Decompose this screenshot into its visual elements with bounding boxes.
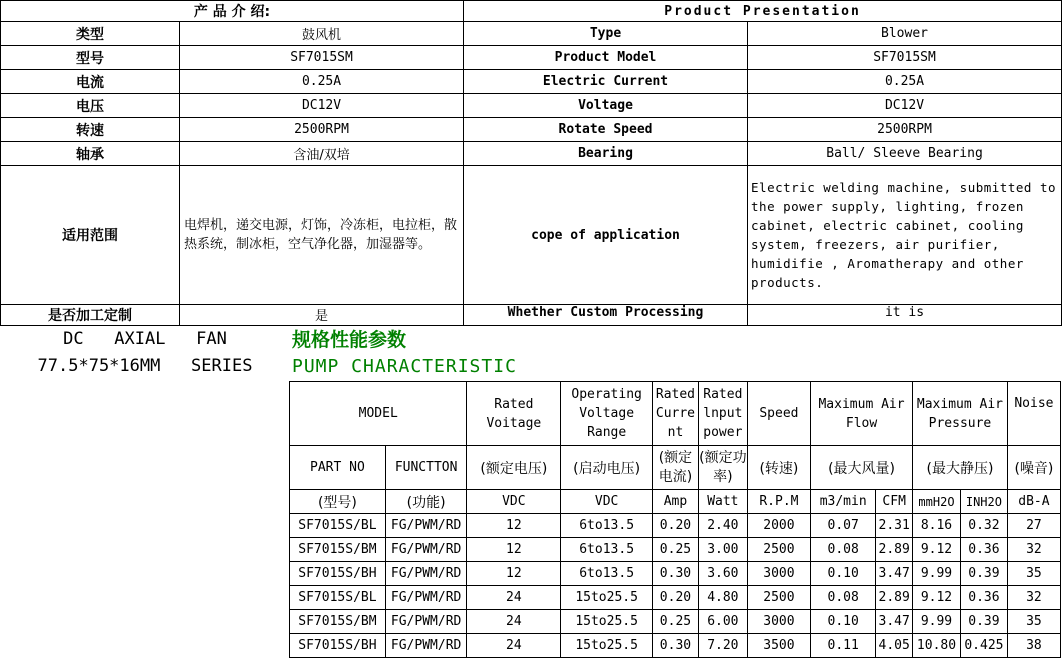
- en-label: Product Model: [464, 46, 748, 70]
- en-value: it is: [748, 305, 1062, 326]
- en-label: Bearing: [464, 142, 748, 166]
- pressure-mm-cell: 9.12: [913, 538, 961, 562]
- function-cell: FG/PWM/RD: [385, 634, 467, 658]
- header-rated-input: Rated lnput power: [698, 382, 747, 446]
- rated-voltage-cell: 24: [467, 634, 561, 658]
- header-cn-operating-range: (启动电压): [561, 446, 653, 490]
- en-label: Rotate Speed: [464, 118, 748, 142]
- header-cn-rated-input: (额定功率): [698, 446, 747, 490]
- header-speed: Speed: [747, 382, 810, 446]
- en-value: 0.25A: [748, 70, 1062, 94]
- rated-input-cell: 6.00: [698, 610, 747, 634]
- pressure-mm-cell: 9.99: [913, 562, 961, 586]
- air-flow-cfm-cell: 2.89: [876, 538, 913, 562]
- rated-input-cell: 2.40: [698, 514, 747, 538]
- noise-cell: 38: [1007, 634, 1060, 658]
- function-cell: FG/PWM/RD: [385, 586, 467, 610]
- spec-row: [290, 586, 1061, 610]
- unit-voltage: VDC: [467, 490, 561, 514]
- noise-cell: 35: [1007, 562, 1060, 586]
- header-cn-noise: (噪音): [1007, 446, 1060, 490]
- header-cn-speed: (转速): [747, 446, 810, 490]
- pressure-mm-cell: 9.12: [913, 586, 961, 610]
- cn-value: 2500RPM: [180, 118, 464, 142]
- unit-speed: R.P.M: [747, 490, 810, 514]
- operating-range-cell: 6to13.5: [561, 514, 653, 538]
- rated-input-cell: 3.00: [698, 538, 747, 562]
- air-flow-m3-cell: 0.11: [811, 634, 876, 658]
- part-no-cell: SF7015S/BL: [290, 586, 386, 610]
- pressure-in-cell: 0.32: [960, 514, 1007, 538]
- pressure-in-cell: 0.39: [960, 562, 1007, 586]
- unit-pressure-mm: mmH2O: [913, 490, 961, 514]
- rated-input-cell: 4.80: [698, 586, 747, 610]
- pump-characteristic-title: PUMP CHARACTERISTIC: [292, 356, 517, 377]
- cn-label: 电压: [1, 94, 180, 118]
- function-cell: FG/PWM/RD: [385, 610, 467, 634]
- header-max-air-flow: Maximum Air Flow: [811, 382, 913, 446]
- en-value: 2500RPM: [748, 118, 1062, 142]
- spec-row: [290, 514, 1061, 538]
- operating-range-cell: 15to25.5: [561, 634, 653, 658]
- cn-value: 电焊机，递交电源，灯饰，冷冻柜，电拉柜，散热系统，制冰柜，空气净化器，加湿器等。: [180, 166, 464, 305]
- cn-label: 电流: [1, 70, 180, 94]
- rated-input-cell: 7.20: [698, 634, 747, 658]
- part-no-cell: SF7015S/BH: [290, 634, 386, 658]
- cn-label: 适用范围: [1, 166, 180, 305]
- cn-label: 型号: [1, 46, 180, 70]
- part-no-cell: SF7015S/BM: [290, 538, 386, 562]
- air-flow-m3-cell: 0.07: [811, 514, 876, 538]
- unit-range: VDC: [561, 490, 653, 514]
- en-label: cope of application: [464, 166, 748, 305]
- rated-current-cell: 0.25: [653, 538, 699, 562]
- pressure-in-cell: 0.36: [960, 538, 1007, 562]
- air-flow-cfm-cell: 3.47: [876, 610, 913, 634]
- air-flow-m3-cell: 0.10: [811, 610, 876, 634]
- air-flow-cfm-cell: 2.31: [876, 514, 913, 538]
- air-flow-cfm-cell: 4.05: [876, 634, 913, 658]
- spec-title: 规格性能参数: [292, 329, 407, 351]
- spec-row: [290, 634, 1061, 658]
- unit-pressure-in: INH2O: [960, 490, 1007, 514]
- spec-row: [290, 538, 1061, 562]
- intro-header-row: [1, 1, 1062, 22]
- spec-table: [289, 381, 1061, 658]
- rated-current-cell: 0.20: [653, 514, 699, 538]
- spec-row: [290, 610, 1061, 634]
- cn-label: 轴承: [1, 142, 180, 166]
- spec-header-en-row: [290, 382, 1061, 446]
- speed-cell: 3000: [747, 610, 810, 634]
- unit-function: (功能): [385, 490, 467, 514]
- cn-value: SF7015SM: [180, 46, 464, 70]
- cn-value: 鼓风机: [180, 22, 464, 46]
- cn-label: 类型: [1, 22, 180, 46]
- intro-row-application: [1, 166, 1062, 305]
- pressure-in-cell: 0.39: [960, 610, 1007, 634]
- en-label: Voltage: [464, 94, 748, 118]
- air-flow-m3-cell: 0.08: [811, 586, 876, 610]
- header-cn-max-air-pressure: (最大静压): [913, 446, 1008, 490]
- rated-current-cell: 0.30: [653, 562, 699, 586]
- pressure-mm-cell: 9.99: [913, 610, 961, 634]
- rated-voltage-cell: 12: [467, 514, 561, 538]
- header-cn-rated-current: (额定电流): [653, 446, 699, 490]
- function-cell: FG/PWM/RD: [385, 562, 467, 586]
- series-line-1: DC AXIAL FAN: [63, 329, 227, 349]
- part-no-cell: SF7015S/BH: [290, 562, 386, 586]
- intro-row: [1, 22, 1062, 46]
- air-flow-m3-cell: 0.10: [811, 562, 876, 586]
- speed-cell: 2500: [747, 538, 810, 562]
- rated-voltage-cell: 24: [467, 610, 561, 634]
- rated-current-cell: 0.20: [653, 586, 699, 610]
- speed-cell: 2000: [747, 514, 810, 538]
- noise-cell: 35: [1007, 610, 1060, 634]
- spec-units-row: [290, 490, 1061, 514]
- rated-voltage-cell: 24: [467, 586, 561, 610]
- en-header: Product Presentation: [464, 1, 1062, 22]
- noise-cell: 27: [1007, 514, 1060, 538]
- speed-cell: 2500: [747, 586, 810, 610]
- header-part-no: PART NO: [290, 446, 386, 490]
- series-line-2: 77.5*75*16MM SERIES: [37, 356, 253, 376]
- rated-current-cell: 0.30: [653, 634, 699, 658]
- part-no-cell: SF7015S/BL: [290, 514, 386, 538]
- header-operating-range: Operating Voltage Range: [561, 382, 653, 446]
- intro-row: [1, 118, 1062, 142]
- en-value: Blower: [748, 22, 1062, 46]
- pressure-in-cell: 0.425: [960, 634, 1007, 658]
- pressure-mm-cell: 8.16: [913, 514, 961, 538]
- header-cn-max-air-flow: (最大风量): [811, 446, 913, 490]
- en-value: DC12V: [748, 94, 1062, 118]
- intro-row: [1, 142, 1062, 166]
- cn-value: 含油/双培: [180, 142, 464, 166]
- noise-cell: 32: [1007, 538, 1060, 562]
- rated-input-cell: 3.60: [698, 562, 747, 586]
- pressure-mm-cell: 10.80: [913, 634, 961, 658]
- unit-flow-cfm: CFM: [876, 490, 913, 514]
- operating-range-cell: 15to25.5: [561, 586, 653, 610]
- cn-value: 0.25A: [180, 70, 464, 94]
- en-label: Electric Current: [464, 70, 748, 94]
- operating-range-cell: 6to13.5: [561, 538, 653, 562]
- operating-range-cell: 6to13.5: [561, 562, 653, 586]
- air-flow-cfm-cell: 3.47: [876, 562, 913, 586]
- rated-voltage-cell: 12: [467, 562, 561, 586]
- air-flow-cfm-cell: 2.89: [876, 586, 913, 610]
- intro-row: [1, 46, 1062, 70]
- cn-label: 是否加工定制: [1, 305, 180, 326]
- intro-row: [1, 70, 1062, 94]
- header-function: FUNCTTON: [385, 446, 467, 490]
- part-no-cell: SF7015S/BM: [290, 610, 386, 634]
- en-value: SF7015SM: [748, 46, 1062, 70]
- rated-voltage-cell: 12: [467, 538, 561, 562]
- spec-row: [290, 562, 1061, 586]
- spec-header-cn-row: [290, 446, 1061, 490]
- en-value: Ball/ Sleeve Bearing: [748, 142, 1062, 166]
- header-model: MODEL: [290, 382, 467, 446]
- cn-header: 产 品 介 绍:: [1, 1, 464, 22]
- function-cell: FG/PWM/RD: [385, 538, 467, 562]
- unit-noise: dB-A: [1007, 490, 1060, 514]
- product-intro-table: [0, 0, 1062, 326]
- header-max-air-pressure: Maximum Air Pressure: [913, 382, 1008, 446]
- pressure-in-cell: 0.36: [960, 586, 1007, 610]
- air-flow-m3-cell: 0.08: [811, 538, 876, 562]
- unit-power: Watt: [698, 490, 747, 514]
- unit-part-no: (型号): [290, 490, 386, 514]
- intro-row-custom: [1, 305, 1062, 326]
- rated-current-cell: 0.25: [653, 610, 699, 634]
- speed-cell: 3500: [747, 634, 810, 658]
- header-rated-current: Rated Current: [653, 382, 699, 446]
- en-label: Type: [464, 22, 748, 46]
- intro-row: [1, 94, 1062, 118]
- function-cell: FG/PWM/RD: [385, 514, 467, 538]
- operating-range-cell: 15to25.5: [561, 610, 653, 634]
- noise-cell: 32: [1007, 586, 1060, 610]
- cn-value: 是: [180, 305, 464, 326]
- header-noise: Noise: [1007, 382, 1060, 446]
- series-title: [0, 326, 290, 380]
- unit-current: Amp: [653, 490, 699, 514]
- speed-cell: 3000: [747, 562, 810, 586]
- spec-body: [290, 514, 1061, 658]
- cn-value: DC12V: [180, 94, 464, 118]
- unit-flow-m3: m3/min: [811, 490, 876, 514]
- cn-label: 转速: [1, 118, 180, 142]
- header-rated-voltage: Rated Voitage: [467, 382, 561, 446]
- en-value: Electric welding machine, submitted to the power supply, lighting, frozen cabinet, electric cabinet, cooling system, freezers, air purifier, humidifie , Aromatherapy and other products.: [748, 166, 1062, 305]
- en-label: Whether Custom Processing: [464, 305, 748, 326]
- header-cn-rated-voltage: (额定电压): [467, 446, 561, 490]
